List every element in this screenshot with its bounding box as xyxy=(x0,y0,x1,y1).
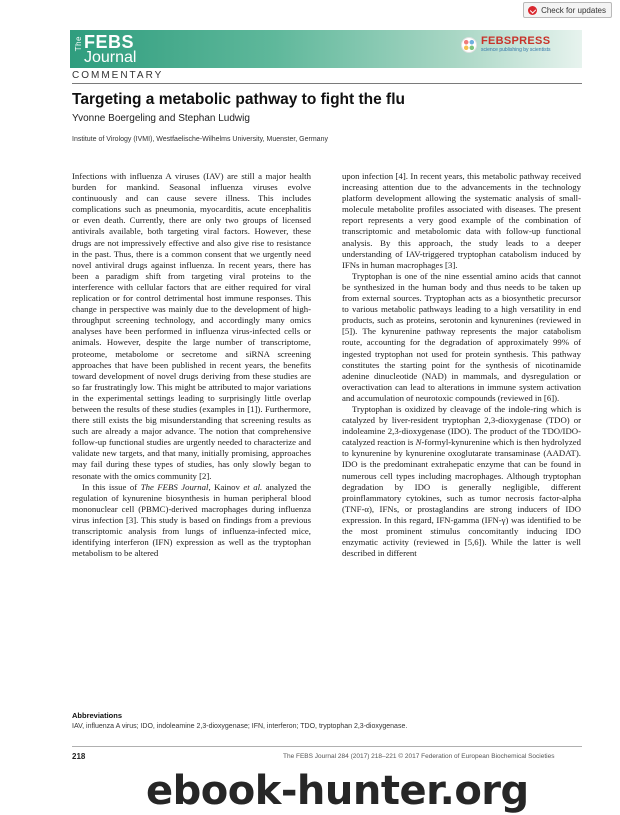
body-column-right xyxy=(342,171,581,559)
watermark: ebook-hunter.org xyxy=(146,768,529,814)
febs-press-logo xyxy=(461,36,550,54)
paragraph: upon infection [4]. In recent years, this metabolic pathway received increasing attention due to the advancements in the technology platform development allowing the systematic analysis of small-molecule metabolite profiles associated with diseases. The present report represents a very good example of the combination of transcriptomic and metabolomic data with follow-up functional analysis. By this approach, the study leads to a deeper understanding of IAV-triggered tryptophan catabolism induced by IFNs in human macrophages [3]. xyxy=(342,171,581,270)
paragraph: Tryptophan is oxidized by cleavage of the indole-ring which is catalyzed by liver-resident tryptophan 2,3-dioxygenase (TDO) or indoleamine 2,3-dioxygenase (IDO). The product of the TDO/IDO-catalyzed reaction is N-formyl-kynurenine which is then hydrolyzed to kynurenine by kynurenine oxoglutarate transaminase (AADAT). IDO is the predominant extrahepatic enzyme that can be found in numerous cell types including macrophages. Although tryptophan degradation by IDO is generally negligible, different proinflammatory cytokines, such as tumor necrosis factor-alpha (TNF-α), IFNs, or prostaglandins are strong inducers of IDO expression. In this regard, IFN-gamma (IFN-γ) was identified to be the most prominent stimulus concomitantly inducing IDO enzymatic activity (reviewed in [5,6]). While the latter is well described in different xyxy=(342,403,581,559)
press-name: FEBSPRESS xyxy=(481,35,551,47)
check-updates-icon xyxy=(528,6,537,15)
journal-logo-name: FEBS xyxy=(84,32,135,52)
journal-logo-the: The xyxy=(74,36,83,52)
footer-divider xyxy=(72,746,582,747)
article-authors: Yvonne Boergeling and Stephan Ludwig xyxy=(72,113,250,124)
journal-logo-subtitle: Journal xyxy=(84,49,137,66)
body-column-left xyxy=(72,171,311,559)
check-for-updates-button[interactable] xyxy=(523,2,612,18)
abbreviations-heading: Abbreviations xyxy=(72,711,123,720)
article-affiliation: Institute of Virology (IVMI), Westfaelische-Wilhelms University, Muenster, Germany xyxy=(72,136,328,143)
press-tagline: science publishing by scientists xyxy=(481,47,551,53)
page-number: 218 xyxy=(72,752,86,761)
paragraph: Infections with influenza A viruses (IAV) are still a major health burden for mankind. Seasonal influenza viruses evolve continuously and can cause severe illness. This includes complications such as pneumonia, myocarditis, acute encephalitis or even death. Currently, there are only two groups of licensed antivirals available, both targeting viral factors. However, these drugs are not impressively effective and also give rise to resistance in the past. Thus, there is a common consent that we urgently need novel antiviral drugs against influenza. In recent years, there has been a paradigm shift from targeting viral proteins to the interference with cellular factors that are either required for viral replication or for control detrimental host immune responses. This change in perspective was mainly due to the development of high-throughput screening technology, and accordingly many omics analyses have been performed in influenza virus-infected cells or animals. However, despite the large number of transcriptome, proteome, metabolome or secretome and siRNA screening approaches that have been published in recent years, the benefits toward development of novel drugs deriving from these studies are so far frustratingly low. This might be attributed to major variations in the experimental settings leading to surprisingly little overlap between the results of these studies (examples in [1]). Furthermore, there still exists the big misunderstanding that screening results as such are already a major advance. The notion that comprehensive follow-up functional studies are urgently needed to characterize and validate new targets, and that many, initially promising, approaches may fail during these types of studies, has only slowly began to resonate with the omics community [2]. xyxy=(72,171,311,481)
abbreviations-text: IAV, influenza A virus; IDO, indoleamine 2,3-dioxygenase; IFN, interferon; TDO, tryptophan 2,3-dioxygenase. xyxy=(72,723,408,730)
article-title: Targeting a metabolic pathway to fight the flu xyxy=(72,91,405,108)
paragraph: Tryptophan is one of the nine essential amino acids that cannot be synthesized in the human body and thus needs to be taken up from external sources. Tryptophan acts as a biosynthetic precursor to various metabolic pathways leading to a high versatility in end products, such as proteins, serotonin and kynurenines (reviewed in [5]). The kynurenine pathway represents the major catabolism route, accounting for the degradation of approximately 99% of ingested tryptophan not used for protein synthesis. This pathway constitutes the starting point for the synthesis of nicotinamide adenine dinucleotide (NAD) in mammals, and dysregulation or overactivation can lead to alterations in immune system activation and accumulation of neurotoxic compounds (reviewed in [6]). xyxy=(342,270,581,403)
febs-press-icon xyxy=(461,37,477,53)
check-for-updates-label: Check for updates xyxy=(541,5,606,15)
header-divider xyxy=(72,83,582,84)
paragraph: In this issue of The FEBS Journal, Kainov et al. analyzed the regulation of kynurenine biosynthesis in human peripheral blood mononuclear cell (PBMC)-derived macrophages during influenza virus infection [3]. This study is based on findings from a previous transcriptomic analysis from lungs of influenza-infected mice, identifying interferon (IFN) expression as well as the tryptophan metabolism to be altered xyxy=(72,481,311,559)
journal-citation: The FEBS Journal 284 (2017) 218–221 © 2017 Federation of European Biochemical Societies xyxy=(283,753,555,760)
section-label: COMMENTARY xyxy=(72,70,164,81)
